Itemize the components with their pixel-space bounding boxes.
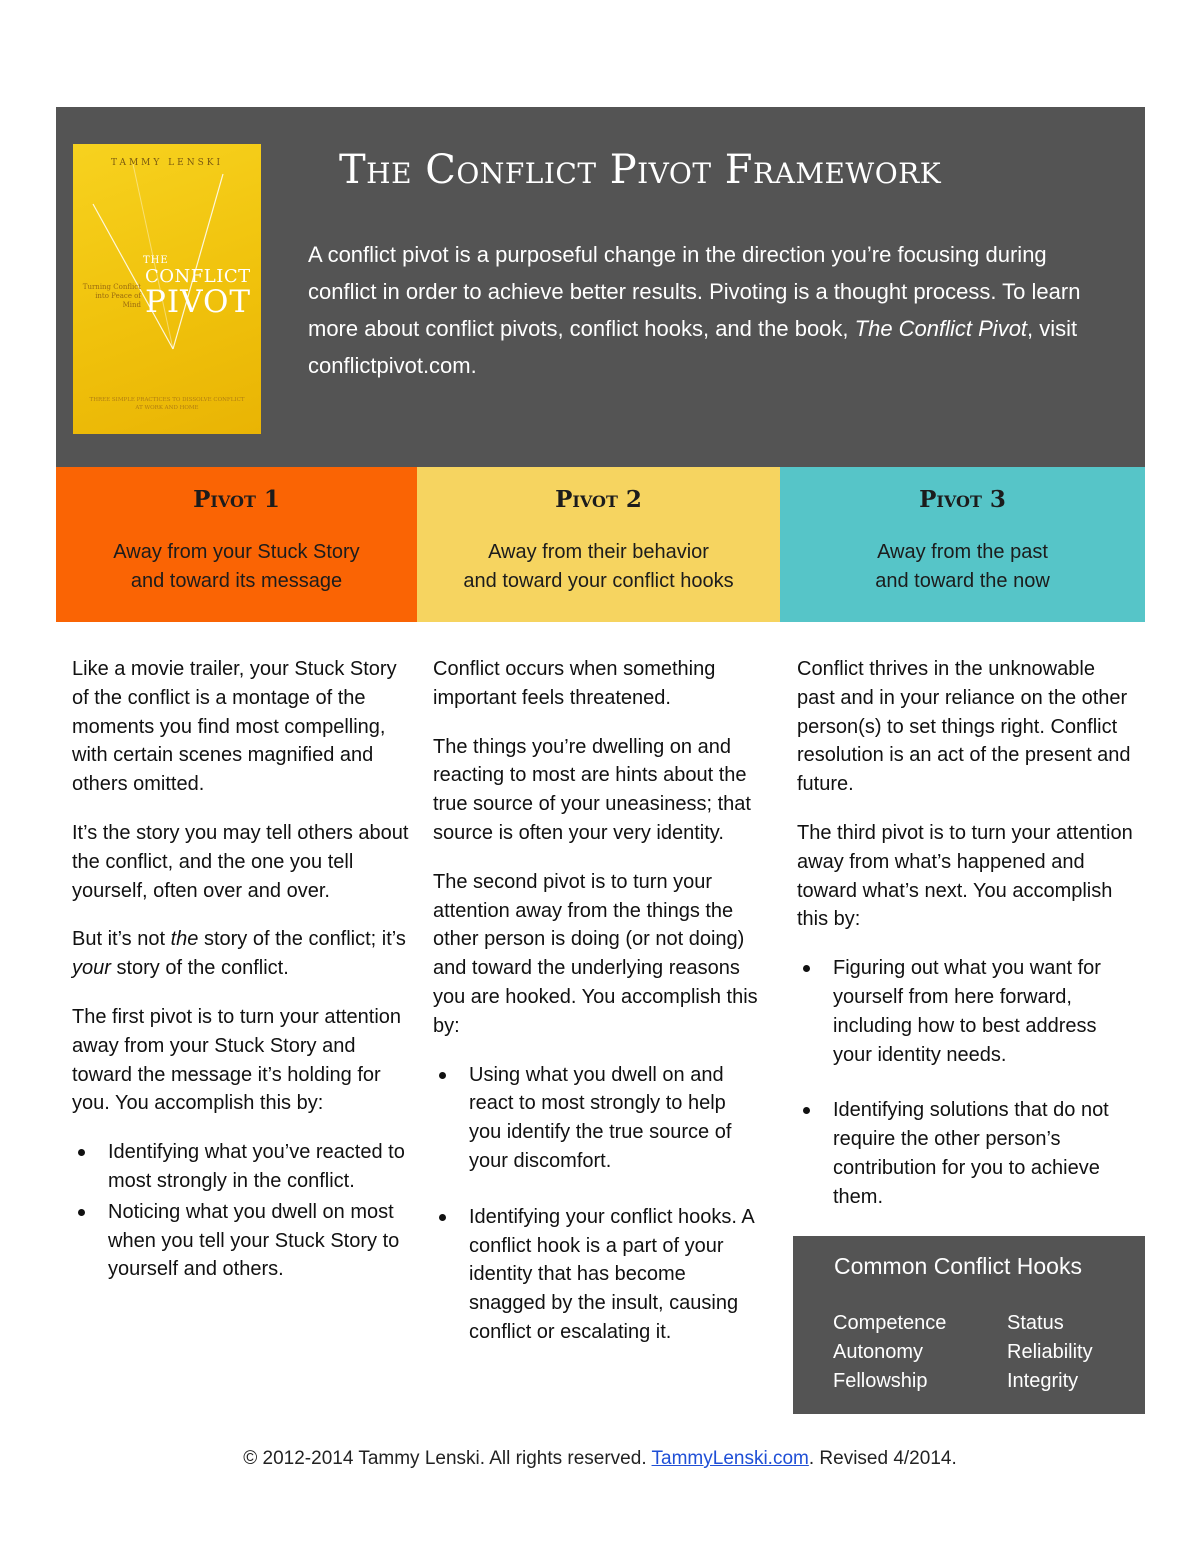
pivot-2-banner [417, 467, 780, 622]
list-item: Using what you dwell on and react to most strongly to help you identify the true source of your discomfort. [469, 1061, 763, 1176]
page-title: The Conflict Pivot Framework [339, 147, 942, 193]
list-item: Figuring out what you want for yourself from here forward, including how to best address your identity needs. [833, 954, 1137, 1069]
col1-p3-text-e: story of the conflict. [110, 957, 289, 980]
list-item: Noticing what you dwell on most when you tell your Stuck Story to yourself and others. [108, 1198, 412, 1284]
book-cover-author: TAMMY LENSKI [110, 158, 224, 168]
col3-paragraph-2: The third pivot is to turn your attention away from what’s happened and toward what’s next. You accomplish this by: [797, 821, 1133, 931]
footer-copyright: © 2012-2014 Tammy Lenski. All rights reserved. [243, 1448, 652, 1469]
pivot-1-line1: Away from your Stuck Story [113, 541, 360, 563]
col2-paragraph-2: The things you’re dwelling on and reacting to most are hints about the true source of your uneasiness; that source is often your very identity. [433, 735, 751, 844]
conflict-hooks-grid [833, 1309, 1123, 1395]
list-item: Identifying what you’ve reacted to most strongly in the conflict. [108, 1138, 412, 1196]
book-cover-title-pivot: PIVOT [145, 284, 252, 320]
pivot-3-banner [780, 467, 1145, 622]
col1-paragraph-3 [72, 925, 412, 983]
hook-item: Competence [833, 1312, 947, 1334]
col1-p3-text-c: story of the conflict; it’s [198, 928, 406, 951]
col1-p3-emphasis-your: your [72, 957, 111, 980]
intro-book-title: The Conflict Pivot [854, 316, 1028, 341]
conflict-hooks-title: Common Conflict Hooks [834, 1253, 1082, 1279]
pivot-3-column [797, 655, 1137, 1239]
pivot-1-column [72, 655, 412, 1311]
conflict-hooks-box [793, 1236, 1145, 1414]
book-cover-image [73, 144, 261, 434]
col2-paragraph-1: Conflict occurs when something important feels threatened. [433, 658, 716, 709]
book-cover-subtitle: Turning Conflict into Peace of Mind [82, 283, 141, 309]
intro-text-part2: , visit conflictpivot.com. [308, 316, 1078, 378]
col1-paragraph-2: It’s the story you may tell others about the conflict, and the one you tell yourself, often over and over. [72, 821, 409, 902]
book-cover-tagline: THREE SIMPLE PRACTICES TO DISSOLVE CONFLICT AT WORK AND HOME [89, 397, 245, 411]
hook-item: Status [1007, 1312, 1064, 1334]
footer-revised: . Revised 4/2014. [808, 1448, 957, 1469]
pivot-2-column [433, 655, 763, 1374]
col1-paragraph-4: The first pivot is to turn your attention away from your Stuck Story and toward the message it’s holding for you. You accomplish this by: [72, 1005, 402, 1115]
col3-bullet-list [797, 954, 1137, 1211]
pivot-1-subtitle [56, 538, 417, 596]
col3-paragraph-1: Conflict thrives in the unknowable past and in your reliance on the other person(s) to set things right. Conflict resolution is an act of the present and future. [797, 658, 1131, 796]
col1-bullet-list [72, 1138, 412, 1284]
pivot-3-line2: and toward the now [875, 570, 1050, 592]
list-item: Identifying solutions that do not require the other person’s contribution for you to achieve them. [833, 1096, 1137, 1211]
col1-p3-text-a: But it’s not [72, 928, 171, 951]
hook-item: Autonomy [833, 1341, 924, 1363]
pivot-2-heading: Pivot 2 [555, 486, 642, 513]
col2-paragraph-3: The second pivot is to turn your attention away from the things the other person is doing (or not doing) and toward the underlying reasons you are hooked. You accomplish this by: [433, 870, 758, 1037]
book-cover-title-the: THE [143, 255, 169, 266]
intro-text-part1: A conflict pivot is a purposeful change in the direction you’re focusing during conflict in order to achieve better results. Pivoting is a thought process. To learn more about conflict pivots, conflict hooks, and the book, [308, 242, 1081, 341]
pivot-3-subtitle [780, 538, 1145, 596]
hook-item: Fellowship [833, 1370, 928, 1392]
book-cover-title-conflict: CONFLICT [145, 266, 251, 287]
footer [0, 1448, 1200, 1470]
list-item: Identifying your conflict hooks. A conflict hook is a part of your identity that has become snagged by the insult, causing conflict or escalating it. [469, 1203, 763, 1347]
pivot-3-heading: Pivot 3 [919, 486, 1006, 513]
hook-item: Reliability [1007, 1341, 1093, 1363]
header-banner [56, 107, 1145, 467]
pivot-1-heading: Pivot 1 [193, 486, 280, 513]
footer-website-link[interactable]: TammyLenski.com [651, 1448, 809, 1469]
hook-item: Integrity [1007, 1370, 1079, 1392]
pivot-2-subtitle [417, 538, 780, 596]
col1-paragraph-1: Like a movie trailer, your Stuck Story of the conflict is a montage of the moments you find most compelling, with certain scenes magnified and others omitted. [72, 658, 397, 796]
pivot-1-banner [56, 467, 417, 622]
pivot-3-line1: Away from the past [877, 541, 1048, 563]
col2-bullet-list [433, 1061, 763, 1347]
intro-paragraph [308, 236, 1108, 384]
pivot-1-line2: and toward its message [130, 570, 343, 592]
pivot-2-line2: and toward your conflict hooks [463, 570, 734, 592]
pivot-2-line1: Away from their behavior [488, 541, 709, 563]
col1-p3-emphasis-the: the [170, 928, 199, 951]
